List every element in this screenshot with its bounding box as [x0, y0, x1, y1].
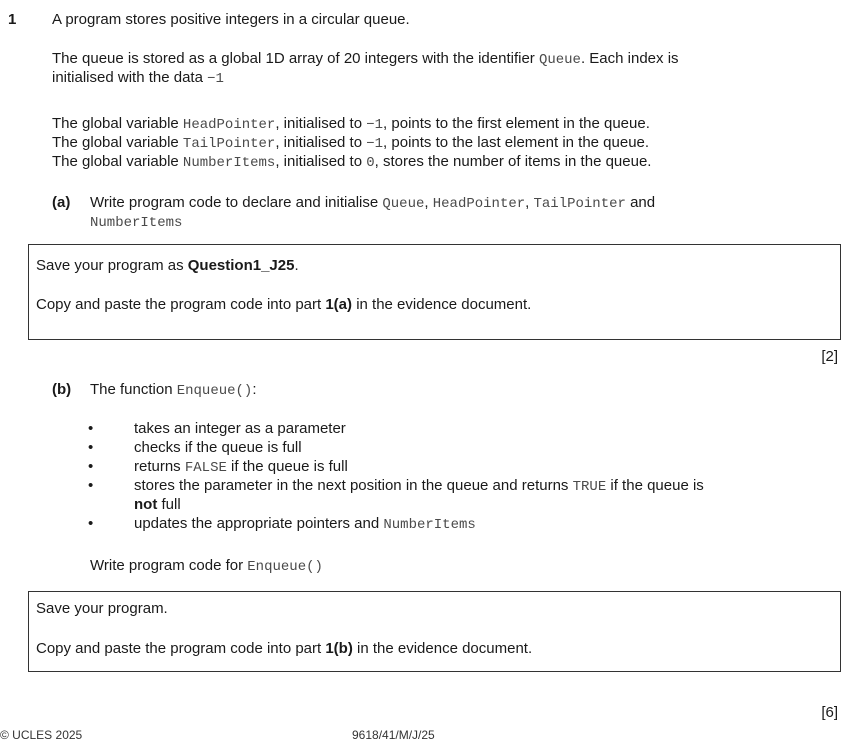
part-a-marks: [2] — [821, 348, 838, 365]
bullet-4-continuation: not full — [134, 496, 181, 513]
line-headpointer: The global variable HeadPointer, initialised to −1, points to the first element in the queue. — [52, 115, 650, 133]
part-a-instruction-box — [28, 244, 841, 340]
line-tailpointer: The global variable TailPointer, initialised to −1, points to the last element in the queue. — [52, 134, 650, 152]
paragraph-queue-line2: initialised with the data −1 — [52, 69, 224, 87]
code-enqueue: Enqueue() — [176, 383, 253, 399]
part-b-instruction-box — [28, 591, 841, 672]
part-a-label: (a) — [52, 194, 71, 211]
question-intro: A program stores positive integers in a circular queue. — [52, 11, 410, 28]
part-b-intro: The function Enqueue(): — [90, 381, 257, 399]
part-b-label: (b) — [52, 381, 72, 398]
part-a-copy-instruction: Copy and paste the program code into part 1(a) in the evidence document. — [36, 296, 532, 313]
footer-copyright: © UCLES 2025 — [0, 728, 83, 742]
line-numberitems: The global variable NumberItems, initialised to 0, stores the number of items in the queue. — [52, 153, 652, 171]
question-number: 1 — [8, 11, 17, 28]
part-b-write-prompt: Write program code for Enqueue() — [90, 557, 323, 575]
part-a-save-instruction: Save your program as Question1_J25. — [36, 257, 299, 274]
paragraph-queue-line1: The queue is stored as a global 1D array of 20 integers with the identifier Queue. Each index is — [52, 50, 679, 68]
code-queue: Queue — [538, 52, 581, 68]
part-b-marks: [6] — [821, 704, 838, 721]
footer-paper-code: 9618/41/M/J/25 — [352, 728, 435, 742]
part-b-copy-instruction: Copy and paste the program code into part 1(b) in the evidence document. — [36, 640, 533, 657]
part-b-save-instruction: Save your program. — [36, 600, 168, 617]
part-a-prompt-line2: NumberItems — [90, 215, 183, 231]
part-a-prompt-line1: Write program code to declare and initialise Queue, HeadPointer, TailPointer and — [90, 194, 656, 212]
